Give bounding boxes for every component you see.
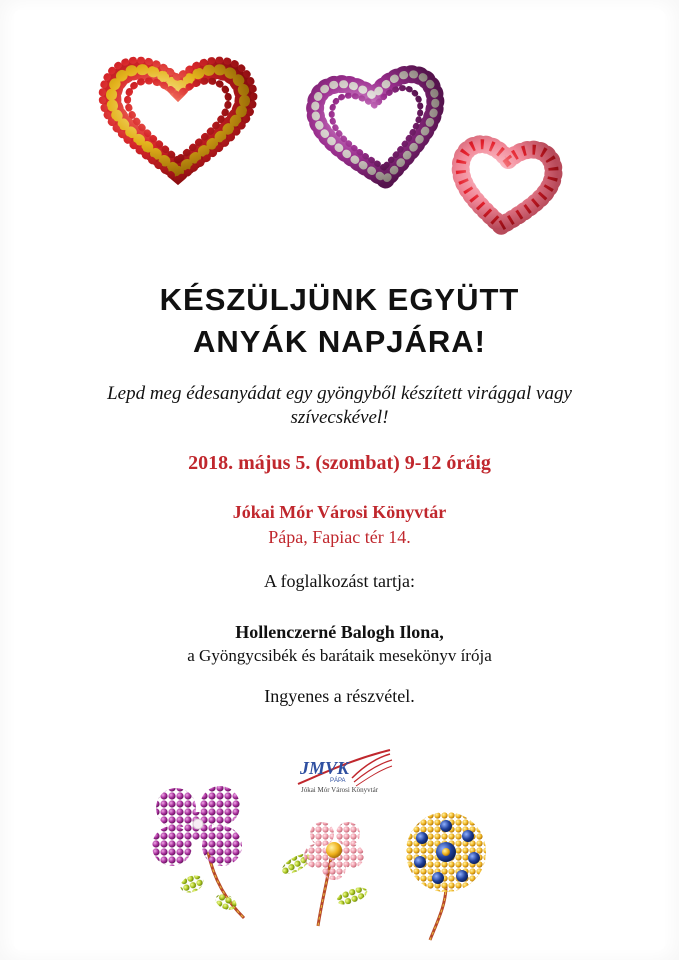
red-crystal-heart-icon [455,142,556,230]
pink-flower-icon [279,822,370,926]
purple-flower-icon [152,786,244,918]
yellow-blue-flower-icon [406,812,486,940]
host-name: Hollenczerné Balogh Ilona, [235,622,444,642]
admission-note: Ingyenes a részvétel. [264,686,415,706]
headline-line-1: KÉSZÜLJÜNK EGYÜTT [159,282,520,317]
venue-name: Jókai Mór Városi Könyvtár [232,502,447,522]
venue-address: Pápa, Fapiac tér 14. [268,527,411,547]
headline-line-2: ANYÁK NAPJÁRA! [192,324,486,359]
beaded-flowers-image [0,780,679,960]
host-description: a Gyöngycsibék és barátaik mesekönyv írója [187,646,492,665]
intro-text: Lepd meg édesanyádat egy gyöngyből készített virággal vagy szívecskével! [107,383,572,428]
holder-label: A foglalkozást tartja: [264,571,415,591]
logo-city: PÁPA [330,778,346,784]
event-date: 2018. május 5. (szombat) 9-12 óráig [188,452,491,474]
beaded-hearts-image [0,0,679,260]
purple-silver-heart-icon [312,71,446,188]
logo-letters: JMVK [300,758,350,778]
red-gold-heart-icon [102,60,254,180]
logo-caption: Jókai Mór Városi Könyvtár [300,786,379,794]
